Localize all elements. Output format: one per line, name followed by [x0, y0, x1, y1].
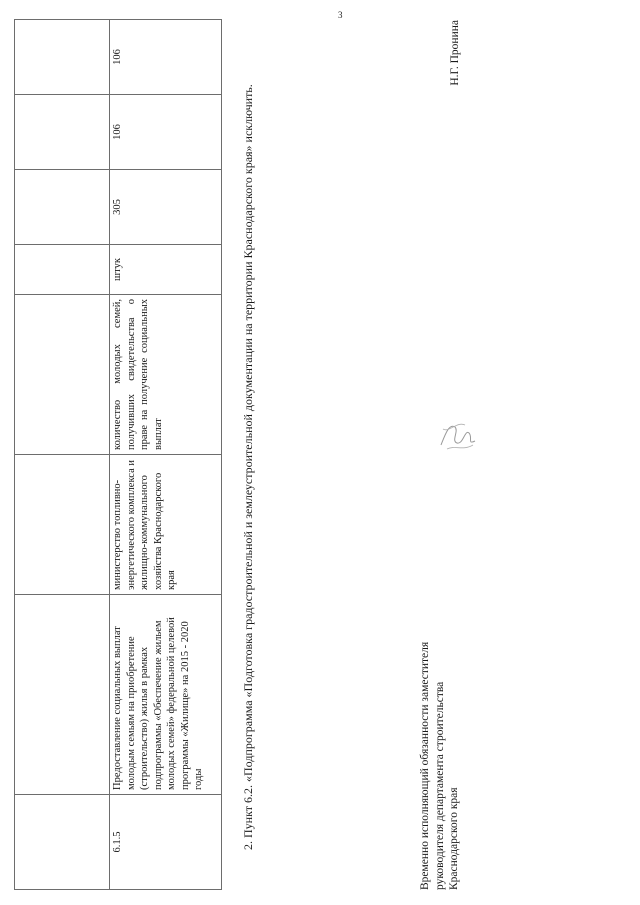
paragraph-item-2: 2. Пункт 6.2. «Подпрограмма «Подготовка градостроительной и землеустроительной документации на территории Краснодарского края» исключить.	[241, 84, 255, 850]
measures-table	[14, 19, 222, 890]
signature-name: Н.Г. Пронина	[449, 20, 461, 86]
value-cell: 106	[110, 95, 222, 170]
table-row	[15, 20, 110, 890]
indicator-cell: количество молодых семей, получивших свидетельства о праве на получение социальных выплат	[110, 295, 222, 455]
table-cell	[15, 455, 110, 595]
table-cell	[15, 20, 110, 95]
unit-cell: штук	[110, 245, 222, 295]
signature-position: Временно исполняющий обязанности заместителя руководителя департамента строительства Краснодарского края	[419, 641, 460, 890]
page-number: 3	[338, 10, 343, 20]
value-cell: 106	[110, 20, 222, 95]
item-number-cell: 6.1.5	[110, 795, 222, 890]
value-cell: 305	[110, 170, 222, 245]
handwritten-signature	[435, 415, 483, 455]
table-cell	[15, 170, 110, 245]
table-cell	[15, 795, 110, 890]
table-cell	[15, 295, 110, 455]
measure-name-cell: Предоставление социальных выплат молодым семьям на приобретение (строительство) жилья в рамках подпрограммы «Обеспечение жильем молодых семей» федеральной целевой программы «Жилище» на 2015 - 2020 годы	[110, 595, 222, 795]
table-cell	[15, 245, 110, 295]
rotated-page-content	[14, 10, 626, 890]
executor-cell: министерство топливно-энергетического комплекса и жилищно-коммунального хозяйства Краснодарского края	[110, 455, 222, 595]
table-cell	[15, 595, 110, 795]
table-row	[110, 20, 222, 890]
table-cell	[15, 95, 110, 170]
